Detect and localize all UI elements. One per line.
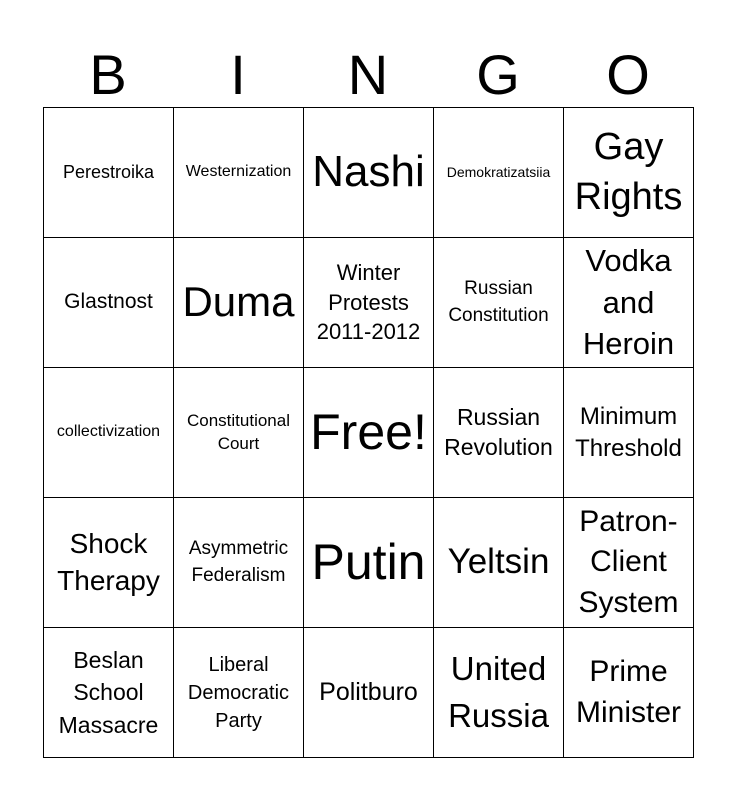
header-letter-i: I — [230, 43, 246, 106]
bingo-cell[interactable]: Westernization — [174, 108, 304, 238]
bingo-cell[interactable]: Beslan School Massacre — [44, 628, 174, 758]
bingo-cell[interactable]: Winter Protests 2011-2012 — [304, 238, 434, 368]
bingo-header — [43, 44, 693, 106]
bingo-cell[interactable]: Minimum Threshold — [564, 368, 694, 498]
bingo-cell[interactable]: Vodka and Heroin — [564, 238, 694, 368]
bingo-cell[interactable]: Asymmetric Federalism — [174, 498, 304, 628]
bingo-cell[interactable]: Nashi — [304, 108, 434, 238]
bingo-cell[interactable]: United Russia — [434, 628, 564, 758]
bingo-cell[interactable]: Russian Constitution — [434, 238, 564, 368]
bingo-cell[interactable]: Patron-Client System — [564, 498, 694, 628]
bingo-row — [44, 368, 694, 498]
bingo-cell[interactable]: Politburo — [304, 628, 434, 758]
bingo-row — [44, 108, 694, 238]
bingo-cell[interactable]: Russian Revolution — [434, 368, 564, 498]
bingo-cell[interactable]: Constitutional Court — [174, 368, 304, 498]
bingo-cell[interactable]: Prime Minister — [564, 628, 694, 758]
bingo-cell[interactable]: Liberal Democratic Party — [174, 628, 304, 758]
bingo-cell[interactable]: Demokratizatsiia — [434, 108, 564, 238]
header-letter-b: B — [89, 43, 127, 106]
bingo-row — [44, 498, 694, 628]
bingo-cell[interactable]: Duma — [174, 238, 304, 368]
bingo-cell[interactable]: Glastnost — [44, 238, 174, 368]
header-letter-o: O — [606, 43, 650, 106]
bingo-row — [44, 628, 694, 758]
bingo-cell[interactable]: Putin — [304, 498, 434, 628]
bingo-cell[interactable]: Gay Rights — [564, 108, 694, 238]
bingo-card-grid — [43, 107, 694, 758]
bingo-cell[interactable]: Perestroika — [44, 108, 174, 238]
bingo-cell[interactable]: Shock Therapy — [44, 498, 174, 628]
bingo-cell[interactable]: Yeltsin — [434, 498, 564, 628]
bingo-cell[interactable]: collectivization — [44, 368, 174, 498]
free-space-cell[interactable]: Free! — [304, 368, 434, 498]
header-letter-n: N — [347, 43, 389, 106]
bingo-row — [44, 238, 694, 368]
header-letter-g: G — [476, 43, 520, 106]
